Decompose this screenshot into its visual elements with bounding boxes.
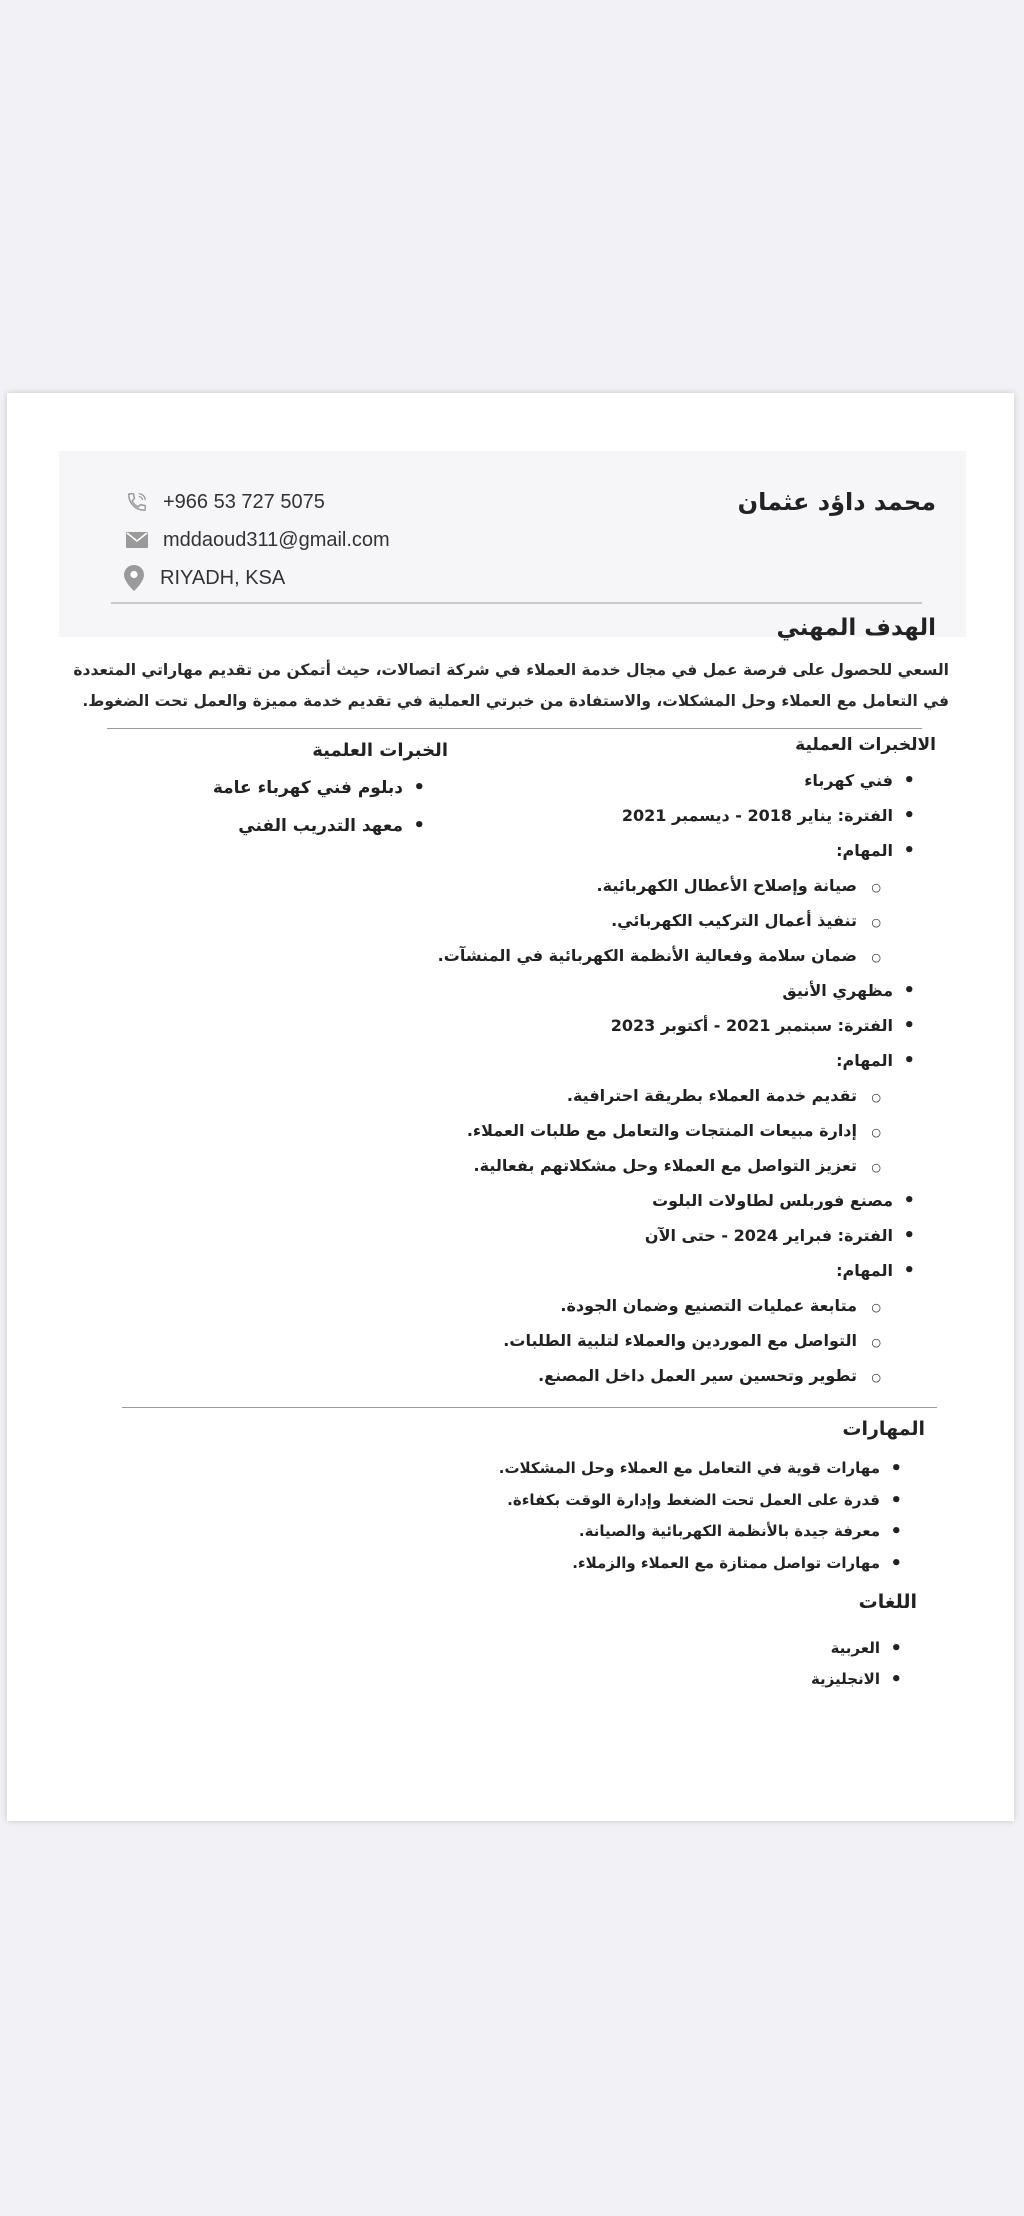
- map-pin-icon: [120, 566, 148, 590]
- experience-item: ○ تطوير وتحسين سير العمل داخل المصنع.: [403, 1358, 923, 1393]
- phone-row: [123, 487, 325, 517]
- objective-text: السعي للحصول على فرصة عمل في مجال خدمة العملاء في شركة اتصالات، حيث أتمكن من تقديم مهاراتي المتعددة في التعامل مع العملاء وحل المشكلات، والاستفادة من خبرتي العملية في تقديم خدمة مميزة والعمل تحت الضغوط.: [73, 661, 949, 710]
- experience-item: • الفترة: يناير 2018 - ديسمبر 2021: [403, 798, 923, 833]
- phone-icon: [123, 490, 151, 514]
- resume-page: [7, 393, 1014, 1821]
- candidate-name: محمد داؤد عثمان: [737, 488, 936, 516]
- email-address[interactable]: mddaoud311@gmail.com: [163, 528, 390, 551]
- languages-list: [610, 1633, 910, 1695]
- experience-item: ○ تقديم خدمة العملاء بطريقة احترافية.: [403, 1078, 923, 1113]
- skill-item: • قدرة على العمل تحت الضغط وإدارة الوقت بكفاءة.: [310, 1485, 910, 1517]
- skills-list: [310, 1453, 910, 1579]
- experience-item: ○ تعزيز التواصل مع العملاء وحل مشكلاتهم بفعالية.: [403, 1148, 923, 1183]
- experience-item: • فني كهرباء: [403, 763, 923, 798]
- location-row: [120, 563, 285, 593]
- skill-item: • مهارات تواصل ممتازة مع العملاء والزملاء.: [310, 1548, 910, 1580]
- header-divider: [111, 602, 922, 604]
- experience-item: • المهام:: [403, 833, 923, 868]
- location-text: RIYADH, KSA: [160, 566, 286, 589]
- objective-divider: [107, 728, 922, 729]
- experience-item: ○ التواصل مع الموردين والعملاء لتلبية الطلبات.: [403, 1323, 923, 1358]
- language-item: • العربية: [610, 1633, 910, 1664]
- skills-title: المهارات: [842, 1418, 925, 1440]
- experience-item: • المهام:: [403, 1253, 923, 1288]
- language-item: • الانجليزية: [610, 1664, 910, 1695]
- education-list: [133, 769, 433, 845]
- education-item: • دبلوم فني كهرباء عامة: [133, 769, 433, 807]
- experience-item: • مصنع فوربلس لطاولات البلوت: [403, 1183, 923, 1218]
- experience-item: ○ إدارة مبيعات المنتجات والتعامل مع طلبات العملاء.: [403, 1113, 923, 1148]
- experience-list: [403, 763, 923, 1393]
- phone-number[interactable]: +966 53 727 5075: [163, 490, 325, 513]
- objective-title: الهدف المهني: [776, 615, 936, 641]
- skill-item: • مهارات قوية في التعامل مع العملاء وحل المشكلات.: [310, 1453, 910, 1485]
- education-title: الخبرات العلمية: [312, 740, 448, 761]
- experience-divider: [122, 1407, 937, 1408]
- experience-item: ○ ضمان سلامة وفعالية الأنظمة الكهربائية في المنشآت.: [403, 938, 923, 973]
- experience-item: • مظهري الأنيق: [403, 973, 923, 1008]
- skill-item: • معرفة جيدة بالأنظمة الكهربائية والصيانة.: [310, 1516, 910, 1548]
- experience-item: • المهام:: [403, 1043, 923, 1078]
- languages-title: اللغات: [858, 1591, 917, 1613]
- experience-item: ○ تنفيذ أعمال التركيب الكهربائي.: [403, 903, 923, 938]
- experience-title: الالخبرات العملية: [795, 735, 936, 755]
- experience-item: ○ متابعة عمليات التصنيع وضمان الجودة.: [403, 1288, 923, 1323]
- envelope-icon: [123, 528, 151, 552]
- email-row: [123, 525, 390, 555]
- experience-item: • الفترة: فبراير 2024 - حتى الآن: [403, 1218, 923, 1253]
- experience-item: ○ صيانة وإصلاح الأعطال الكهربائية.: [403, 868, 923, 903]
- experience-item: • الفترة: سبتمبر 2021 - أكتوبر 2023: [403, 1008, 923, 1043]
- education-item: • معهد التدريب الفني: [133, 807, 433, 845]
